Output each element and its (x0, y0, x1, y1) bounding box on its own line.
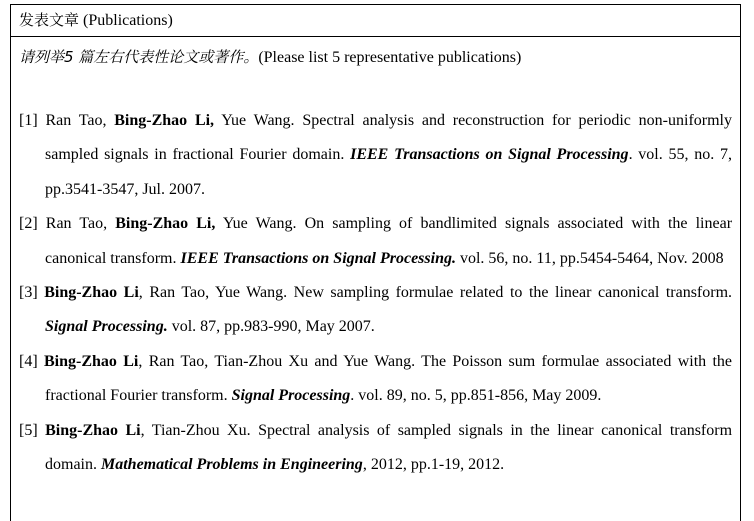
pub-details: . vol. 89, no. 5, pp.851-856, May 2009. (350, 387, 602, 405)
pub-authors-post: , Ran Tao, Tian-Zhou Xu and Yue Wang. (138, 352, 416, 370)
pub-authors-pre: Ran Tao, (45, 215, 108, 233)
pub-authors-pre: Ran Tao, (45, 112, 107, 129)
pub-details: . vol. 55, no. 7, pp.3541-3547, Jul. 2007. (45, 146, 732, 198)
pub-details: , 2012, pp.1-19, 2012. (362, 456, 505, 474)
section-title-en: (Publications) (83, 12, 173, 29)
pub-details: vol. 87, pp.983-990, May 2007. (167, 318, 375, 336)
publications-cell (11, 37, 740, 521)
pub-authors-post: Yue Wang. (221, 112, 295, 129)
pub-venue: Signal Processing (231, 387, 351, 405)
publication-item (19, 276, 732, 345)
section-header (11, 4, 740, 37)
publication-item (19, 414, 732, 483)
publications-table (10, 4, 741, 521)
pub-venue: Signal Processing. (45, 318, 168, 336)
pub-details: vol. 56, no. 11, pp.5454-5464, Nov. 2008 (455, 249, 724, 267)
pub-title: Spectral analysis and reconstruction for periodic non-uniformly sampled signals in fractional Fourier domain. (45, 112, 733, 164)
pub-title: New sampling formulae related to the linear canonical transform. (293, 284, 733, 302)
pub-title: Spectral analysis of sampled signals in the linear canonical transform domain. (45, 421, 733, 474)
publication-list (19, 104, 732, 482)
pub-number: [3] (19, 284, 38, 302)
pub-venue: Mathematical Problems in Engineering (101, 456, 363, 474)
pub-authors-post: , Ran Tao, Yue Wang. (138, 284, 288, 302)
publication-item (19, 207, 732, 276)
publication-item (19, 104, 732, 207)
pub-highlight-author: Bing-Zhao Li (45, 421, 141, 439)
pub-number: [4] (19, 352, 38, 370)
instruction-cn: 请列举5 篇左右代表性论文或著作。 (19, 48, 259, 66)
pub-number: [5] (19, 421, 38, 439)
pub-highlight-author: Bing-Zhao Li (44, 352, 139, 370)
instruction-en: (Please list 5 representative publications) (258, 49, 522, 66)
pub-authors-post: , Tian-Zhou Xu. (140, 421, 251, 439)
pub-highlight-author: Bing-Zhao Li, (115, 215, 216, 233)
pub-number: [1] (19, 112, 38, 129)
pub-venue: IEEE Transactions on Signal Processing. (180, 249, 456, 267)
pub-highlight-author: Bing-Zhao Li (44, 284, 139, 302)
publication-item (19, 345, 732, 414)
pub-number: [2] (19, 215, 38, 233)
pub-title: On sampling of bandlimited signals associated with the linear canonical transform. (45, 215, 733, 267)
pub-authors-post: Yue Wang. (222, 215, 297, 233)
pub-highlight-author: Bing-Zhao Li, (114, 112, 215, 129)
pub-title: The Poisson sum formulae associated with the fractional Fourier transform. (45, 352, 733, 405)
pub-venue: IEEE Transactions on Signal Processing (350, 146, 629, 164)
section-title-cn: 发表文章 (19, 11, 80, 29)
instruction-text (19, 47, 732, 68)
